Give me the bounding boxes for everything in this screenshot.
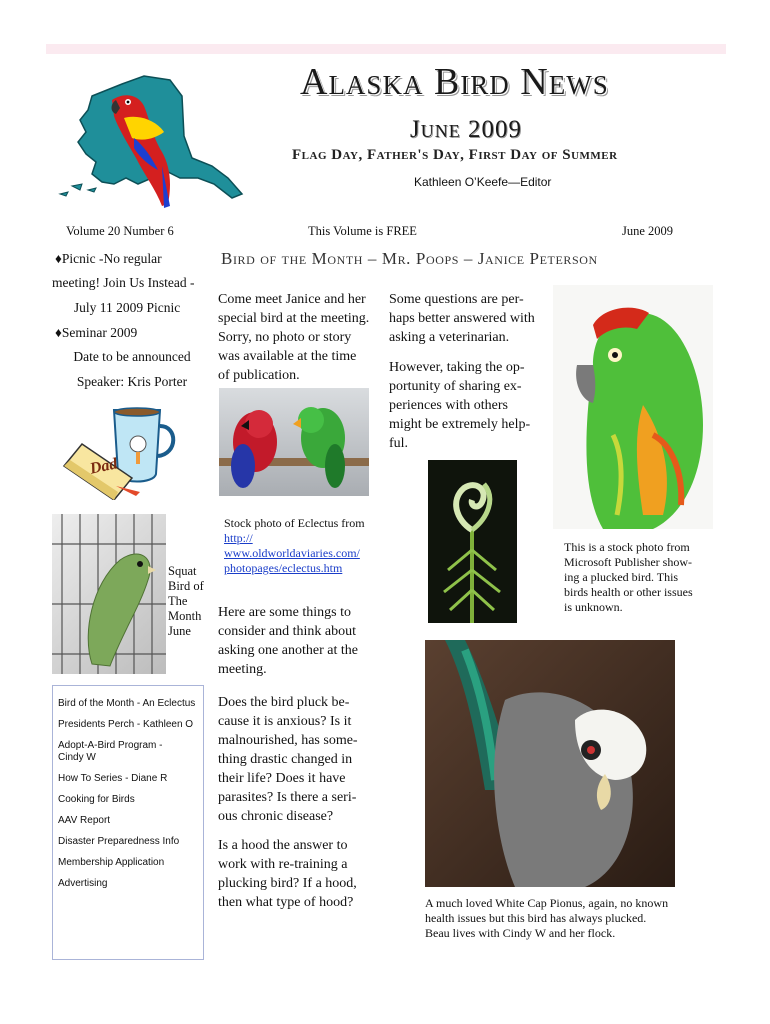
fern-fiddlehead-icon <box>428 460 517 623</box>
picnic-line-2: meeting! Join Us Instead - <box>52 275 195 290</box>
eclectus-link[interactable]: photopages/eclectus.htm <box>224 561 343 575</box>
toc-item[interactable]: Adopt-A-Bird Program - <box>58 740 163 751</box>
pionus-caption: A much loved White Cap Pionus, again, no known health issues but this bird has always plucked. Beau lives with Cindy W and her flock. <box>425 896 669 940</box>
eclectus-caption: Stock photo of Eclectus from http:// www.oldworldaviaries.com/ photopages/eclectus.htm <box>224 516 384 576</box>
plucked-caption: This is a stock photo from Microsoft Publisher show- ing a plucked bird. This birds health or other issues is unknown. <box>564 540 693 614</box>
eclectus-link[interactable]: www.oldworldaviaries.com/ <box>224 546 360 560</box>
squat-bird-caption: Squat Bird of The Month June <box>168 564 204 638</box>
issue-month: June 2009 <box>410 116 522 143</box>
white-cap-pionus-icon <box>425 640 675 887</box>
seminar-date: Date to be announced <box>73 349 191 364</box>
picnic-line-1: ♦Picnic -No regular <box>55 251 162 266</box>
editor-credit: Kathleen O’Keefe—Editor <box>414 175 552 189</box>
seminar-speaker: Speaker: Kris Porter <box>76 374 188 389</box>
cage-bars-icon <box>52 514 166 674</box>
toc-item[interactable]: Bird of the Month - An Eclectus <box>58 698 196 709</box>
sharing-paragraph: However, taking the op- portunity of sharing ex- periences with others might be extremely help- ful. <box>389 360 531 451</box>
fern-photo <box>428 460 517 623</box>
top-accent-bar <box>46 44 726 54</box>
eclectus-link[interactable]: http:// <box>224 531 253 545</box>
eclectus-parrots-icon <box>219 388 369 496</box>
diamond-bullet-icon: ♦ <box>55 251 62 266</box>
issue-tagline: Flag Day, Father's Day, First Day of Summer <box>292 147 618 163</box>
intro-paragraph: Come meet Janice and her special bird at the meeting. Sorry, no photo or story was available at the time of publication. <box>218 292 370 383</box>
toc-item[interactable]: Membership Application <box>58 857 165 868</box>
toc-item[interactable]: How To Series - Diane R <box>58 773 168 784</box>
table-of-contents <box>52 685 204 960</box>
hood-question-paragraph: Is a hood the answer to work with re-training a plucking bird? If a hood, then what type of hood? <box>218 838 357 910</box>
plucked-parrot-photo <box>553 285 713 529</box>
toc-item[interactable]: Cindy W <box>58 752 96 763</box>
vet-questions-paragraph: Some questions are per- haps better answered with asking a veterinarian. <box>389 292 535 345</box>
volume-number: Volume 20 Number 6 <box>66 224 174 238</box>
seminar-line: ♦Seminar 2009 <box>55 325 138 340</box>
toc-item[interactable]: AAV Report <box>58 815 111 826</box>
squat-bird-photo <box>52 514 166 674</box>
bird-of-month-heading: Bird of the Month – Mr. Poops – Janice Peterson <box>221 249 598 268</box>
diamond-bullet-icon: ♦ <box>55 325 62 340</box>
toc-item[interactable]: Disaster Preparedness Info <box>58 836 180 847</box>
toc-item[interactable]: Advertising <box>58 878 108 889</box>
alaska-parrot-logo <box>52 66 248 218</box>
eclectus-photo <box>219 388 369 496</box>
newsletter-title: Alaska Bird News <box>300 61 609 103</box>
plucked-parrot-icon <box>553 285 713 529</box>
dad-card-text: Dad <box>88 455 119 478</box>
pionus-photo <box>425 640 675 887</box>
things-to-consider-paragraph: Here are some things to consider and think about asking one another at the meeting. <box>218 605 358 677</box>
toc-item[interactable]: Cooking for Birds <box>58 794 135 805</box>
toc-item[interactable]: Presidents Perch - Kathleen O <box>58 719 194 730</box>
fathers-day-clipart <box>60 404 184 500</box>
pluck-questions-paragraph: Does the bird pluck be- cause it is anxious? Is it malnourished, has some- thing drastic changed in their life? Does it have parasites? Is there a seri- ous chronic disease? <box>218 695 358 824</box>
volume-date: June 2009 <box>622 224 674 238</box>
volume-free-note: This Volume is FREE <box>308 224 417 238</box>
picnic-date: July 11 2009 Picnic <box>73 300 181 315</box>
